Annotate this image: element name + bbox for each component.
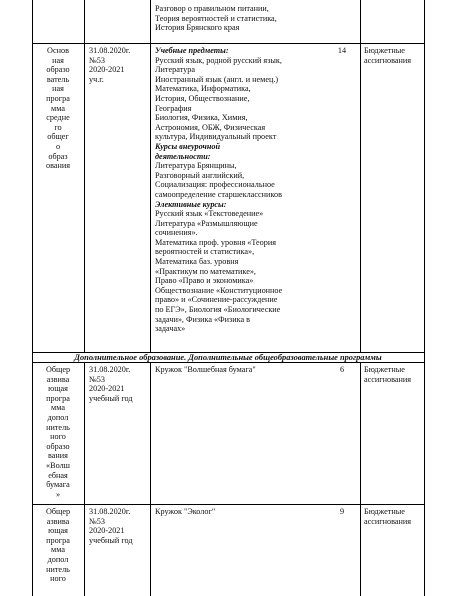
text-line: ного	[50, 432, 66, 442]
column-divider	[84, 362, 85, 596]
text-line: азвива	[46, 374, 70, 384]
text-line: ассигнования	[364, 374, 412, 384]
top-row-programs	[155, 4, 328, 33]
text-line: ебная	[48, 470, 68, 480]
text-line: 31.08.2020г.	[89, 507, 131, 516]
text-line: право» и «Сочинение-рассуждение	[155, 295, 278, 305]
text-line: самоопределение старшеклассников	[155, 189, 282, 199]
text-line: ассигнования	[364, 55, 412, 65]
text-line: образо	[46, 441, 70, 451]
text-line: образо	[46, 65, 70, 75]
text-line: общег	[47, 132, 69, 142]
text-line: програ	[46, 93, 70, 103]
text-line: культура, Индивидуальный проект	[155, 132, 277, 142]
text-line: Литература «Размышляющие	[155, 218, 258, 228]
text-line: ная	[52, 55, 64, 65]
text-line: допол	[47, 412, 69, 422]
text-line: ная	[52, 84, 64, 94]
row3-order	[89, 507, 147, 545]
text-line: сочинения».	[155, 228, 198, 238]
text-line: бумага	[46, 480, 70, 490]
text-line: ющая	[48, 526, 68, 536]
text-line: 2020-2021	[89, 384, 125, 394]
text-line: допол	[47, 554, 69, 564]
table-border-right	[424, 0, 425, 596]
text-line: Математика проф. уровня «Теория	[155, 237, 277, 247]
row2-count: 6	[339, 365, 345, 374]
text-line: ющая	[48, 384, 68, 394]
column-divider	[360, 0, 361, 352]
row1-subjects	[155, 46, 328, 334]
text-line: ватель	[46, 74, 70, 84]
text-line: История Брянского края	[155, 23, 240, 33]
text-line: Астрономия, ОБЖ, Физическая	[155, 122, 266, 132]
text-line: №53	[89, 516, 105, 526]
text-line: ования	[45, 161, 70, 171]
text-line: Учебные предметы:	[155, 46, 229, 55]
text-line: мма	[51, 103, 65, 113]
row2-funding	[364, 365, 422, 384]
text-line: учебный год	[89, 535, 133, 545]
text-line: мма	[51, 403, 65, 413]
text-line: Математика баз. уровня	[155, 257, 239, 267]
text-line: 31.08.2020г.	[89, 46, 131, 55]
text-line: Обществознание «Конституционное	[155, 285, 283, 295]
text-line: ного	[50, 574, 66, 584]
text-line: мма	[51, 545, 65, 555]
text-line: №53	[89, 374, 105, 384]
text-line: »	[55, 489, 61, 499]
text-line: Теория вероятностей и статистика,	[155, 13, 277, 23]
row1-count: 14	[337, 46, 347, 55]
text-line: програ	[46, 393, 70, 403]
row1-funding	[364, 46, 422, 65]
text-line: Право «Право и экономика»	[155, 276, 254, 286]
row1-program-name	[36, 46, 80, 171]
text-line: вания	[48, 451, 68, 461]
text-line: Русский язык, родной русский язык,	[155, 55, 282, 65]
text-line: Литература	[155, 65, 195, 75]
column-divider	[360, 362, 361, 596]
text-line: География	[155, 103, 192, 113]
text-line: «Волш	[46, 460, 70, 470]
text-line: средне	[46, 113, 70, 123]
text-line: Общер	[45, 507, 71, 516]
text-line: Биология, Физика, Химия,	[155, 113, 248, 123]
text-line: ассигнования	[364, 516, 412, 526]
text-line: Русский язык «Текстоведение»	[155, 209, 264, 219]
text-line: о	[55, 141, 61, 151]
column-divider	[84, 0, 85, 352]
text-line: учебный год	[89, 393, 133, 403]
text-line: Элективные курсы:	[155, 199, 227, 209]
text-line: нитель	[46, 564, 70, 574]
text-line: «Практикум по математике»,	[155, 266, 256, 276]
text-line: Общер	[45, 365, 71, 374]
text-line: История, Обществознание,	[155, 93, 250, 103]
row-divider	[32, 504, 424, 505]
table-border-left	[32, 0, 33, 596]
text-line: 2020-2021	[89, 526, 125, 536]
row3-program-name	[36, 507, 80, 584]
text-line: Математика, Информатика,	[155, 84, 251, 94]
text-line: вероятностей и статистика»,	[155, 247, 255, 257]
text-line: образ	[48, 151, 68, 161]
text-line: №53	[89, 55, 105, 65]
text-line: Курсы внеурочной	[155, 141, 221, 151]
text-line: нитель	[46, 422, 70, 432]
text-line: Бюджетные	[364, 365, 405, 374]
row2-order	[89, 365, 147, 403]
text-line: Бюджетные	[364, 507, 405, 516]
row3-funding	[364, 507, 422, 526]
row2-club: Кружок "Волшебная бумага"	[155, 365, 256, 374]
text-line: азвива	[46, 516, 70, 526]
column-divider	[150, 362, 151, 596]
text-line: задачи», Физика «Физика в	[155, 314, 250, 324]
text-line: 31.08.2020г.	[89, 365, 131, 374]
text-line: Бюджетные	[364, 46, 405, 55]
row1-order	[89, 46, 147, 84]
text-line: Разговор о правильном питании,	[155, 4, 269, 13]
text-line: по ЕГЭ», Биология «Биологические	[155, 305, 281, 315]
text-line: Социализация: профессиональное	[155, 180, 275, 190]
row3-club: Кружок "Эколог"	[155, 507, 216, 516]
row-divider	[32, 43, 424, 44]
text-line: Литература Брянщины,	[155, 161, 237, 171]
text-line: 2020-2021	[89, 65, 125, 75]
text-line: задачах»	[155, 324, 186, 334]
row3-count: 9	[339, 507, 345, 516]
column-divider	[150, 0, 151, 352]
text-line: Иностранный язык (англ. и немец.)	[155, 74, 279, 84]
text-line: програ	[46, 535, 70, 545]
text-line: Основ	[47, 46, 69, 55]
text-line: Разговорный английский,	[155, 170, 245, 180]
row2-program-name	[36, 365, 80, 499]
text-line: уч.г.	[89, 74, 104, 84]
text-line: деятельности:	[155, 151, 211, 161]
section-title: Дополнительное образование. Дополнительные общеобразовательные программы	[74, 353, 382, 362]
text-line: го	[54, 122, 62, 132]
